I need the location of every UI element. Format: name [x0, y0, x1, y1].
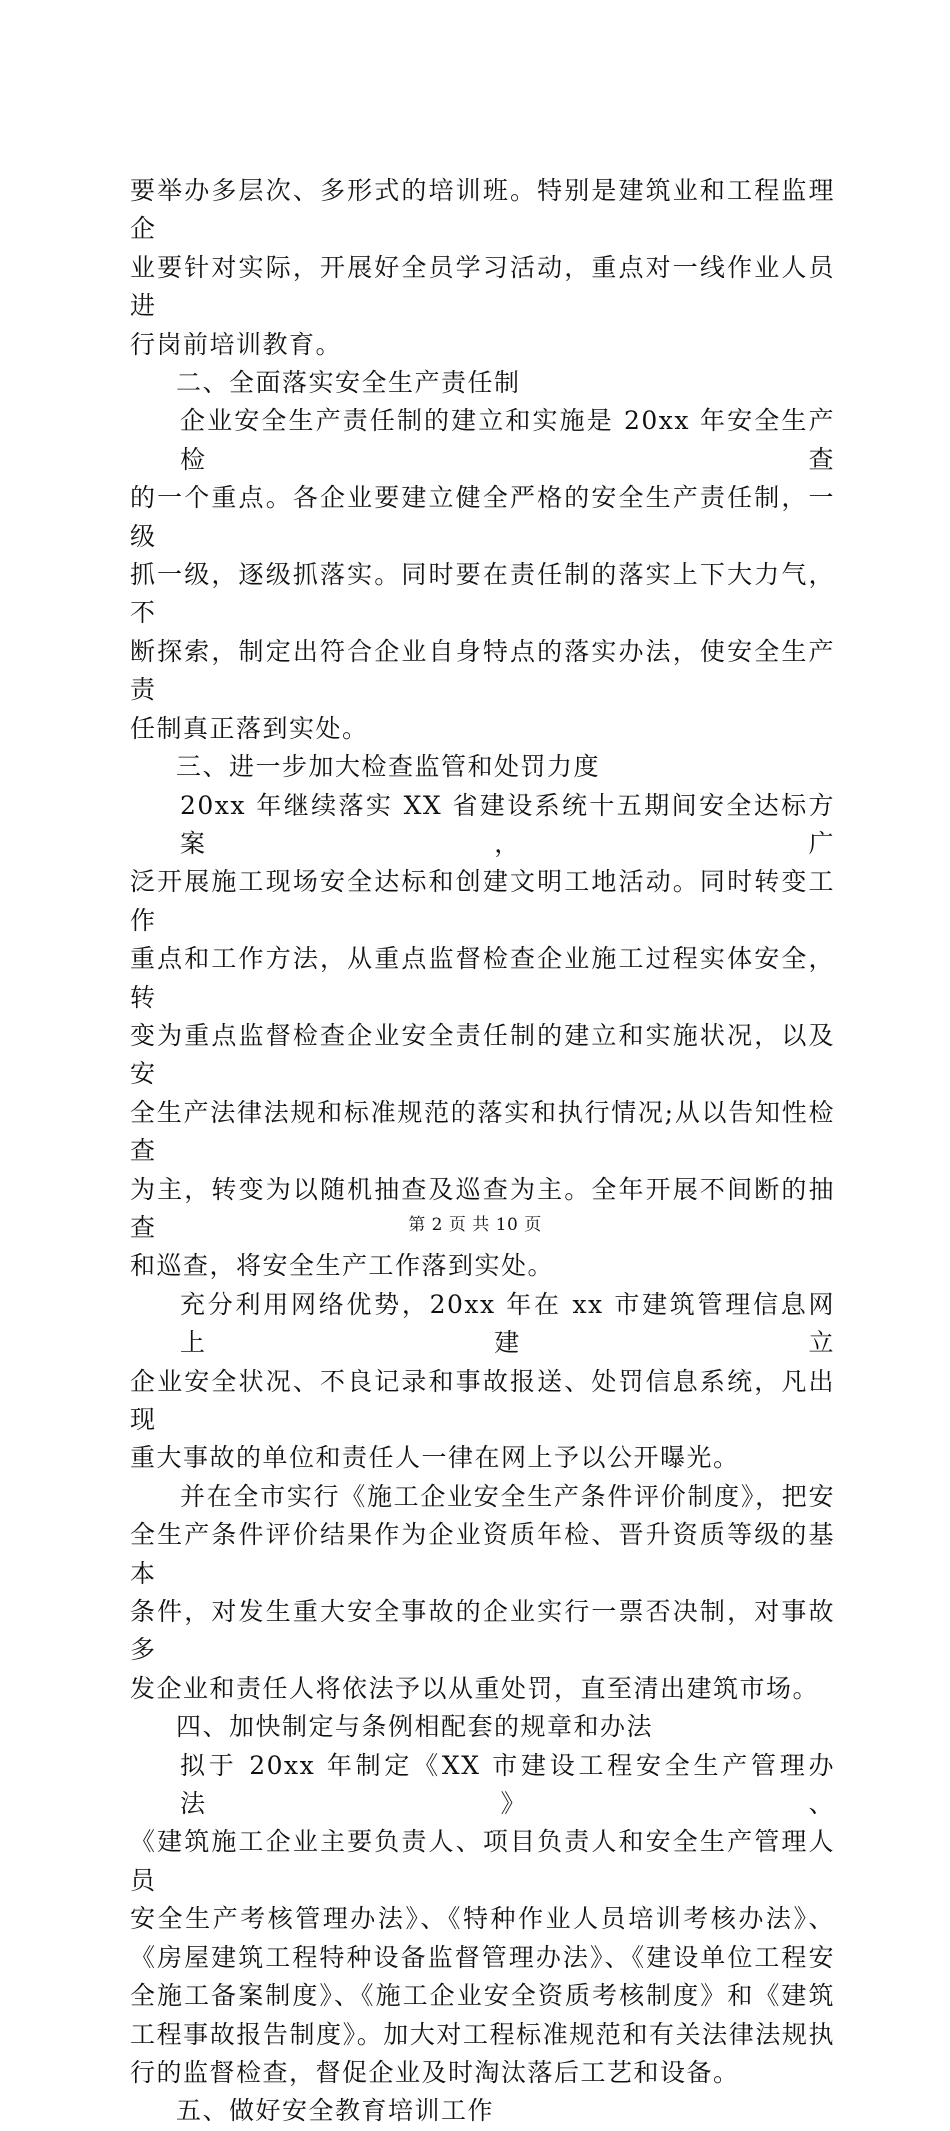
text-line: 要举办多层次、多形式的培训班。特别是建筑业和工程监理企 — [130, 176, 835, 244]
text-line: 断探索，制定出符合企业自身特点的落实办法，使安全生产责 — [130, 636, 835, 705]
section-heading: 二、全面落实安全生产责任制 — [176, 368, 521, 398]
text-line: 泛开展施工现场安全达标和创建文明工地活动。同时转变工作 — [130, 867, 835, 935]
section-heading: 五、做好安全教育培训工作 — [176, 2096, 495, 2126]
text-line: 发企业和责任人将依法予以从重处罚，直至清出建筑市场。 — [130, 1673, 820, 1703]
section-heading: 四、加快制定与条例相配套的规章和办法 — [176, 1712, 654, 1742]
text-line: 业要针对实际，开展好全员学习活动，重点对一线作业人员进 — [130, 252, 835, 321]
text-line: 全施工备案制度》、《施工企业安全资质考核制度》和《建筑 — [130, 1981, 835, 2011]
text-line: 行的监督检查，督促企业及时淘汰落后工艺和设备。 — [130, 2057, 740, 2087]
text-line: 安全生产考核管理办法》、《特种作业人员培训考核办法》、 — [130, 1904, 835, 1934]
text-line: 的一个重点。各企业要建立健全严格的安全生产责任制，一级 — [130, 483, 835, 551]
text-line: 任制真正落到实处。 — [130, 713, 369, 743]
page-footer: 第 2 页 共 10 页 — [408, 1215, 542, 1235]
text-line: 重大事故的单位和责任人一律在网上予以公开曝光。 — [130, 1443, 740, 1473]
text-line: 并在全市实行《施工企业安全生产条件评价制度》，把安 — [180, 1481, 835, 1511]
text-line: 企业安全状况、不良记录和事故报送、处罚信息系统，凡出现 — [130, 1366, 835, 1434]
text-line: 条件，对发生重大安全事故的企业实行一票否决制，对事故多 — [130, 1597, 835, 1665]
text-line: 和巡查，将安全生产工作落到实处。 — [130, 1251, 555, 1281]
text-line: 重点和工作方法，从重点监督检查企业施工过程实体安全，转 — [130, 944, 835, 1012]
section-heading: 三、进一步加大检查监管和处罚力度 — [176, 752, 601, 782]
text-line: 行岗前培训教育。 — [130, 329, 343, 359]
text-line: 企业安全生产责任制的建立和实施是 20xx 年安全生产检查 — [180, 406, 835, 474]
text-line: 工程事故报告制度》。加大对工程标准规范和有关法律法规执 — [130, 2019, 835, 2049]
document-body — [130, 172, 835, 2131]
text-line: 抓一级，逐级抓落实。同时要在责任制的落实上下大力气，不 — [130, 560, 835, 628]
text-line: 《房屋建筑工程特种设备监督管理办法》、《建设单位工程安 — [130, 1942, 835, 1972]
text-line: 全生产法律法规和标准规范的落实和执行情况;从以告知性检查 — [130, 1097, 835, 1166]
text-line: 变为重点监督检查企业安全责任制的建立和实施状况，以及安 — [130, 1020, 835, 1089]
text-line: 为主，转变为以随机抽查及巡查为主。全年开展不间断的抽查 — [130, 1174, 835, 1242]
text-line: 20xx 年继续落实 XX 省建设系统十五期间安全达标方案，广 — [180, 790, 835, 858]
text-line: 充分利用网络优势，20xx 年在 xx 市建筑管理信息网上建立 — [180, 1289, 835, 1358]
text-line: 《建筑施工企业主要负责人、项目负责人和安全生产管理人员 — [130, 1827, 835, 1895]
text-line: 拟于 20xx 年制定《XX 市建设工程安全生产管理办法》、 — [180, 1750, 835, 1819]
text-line: 全生产条件评价结果作为企业资质年检、晋升资质等级的基本 — [130, 1520, 835, 1588]
